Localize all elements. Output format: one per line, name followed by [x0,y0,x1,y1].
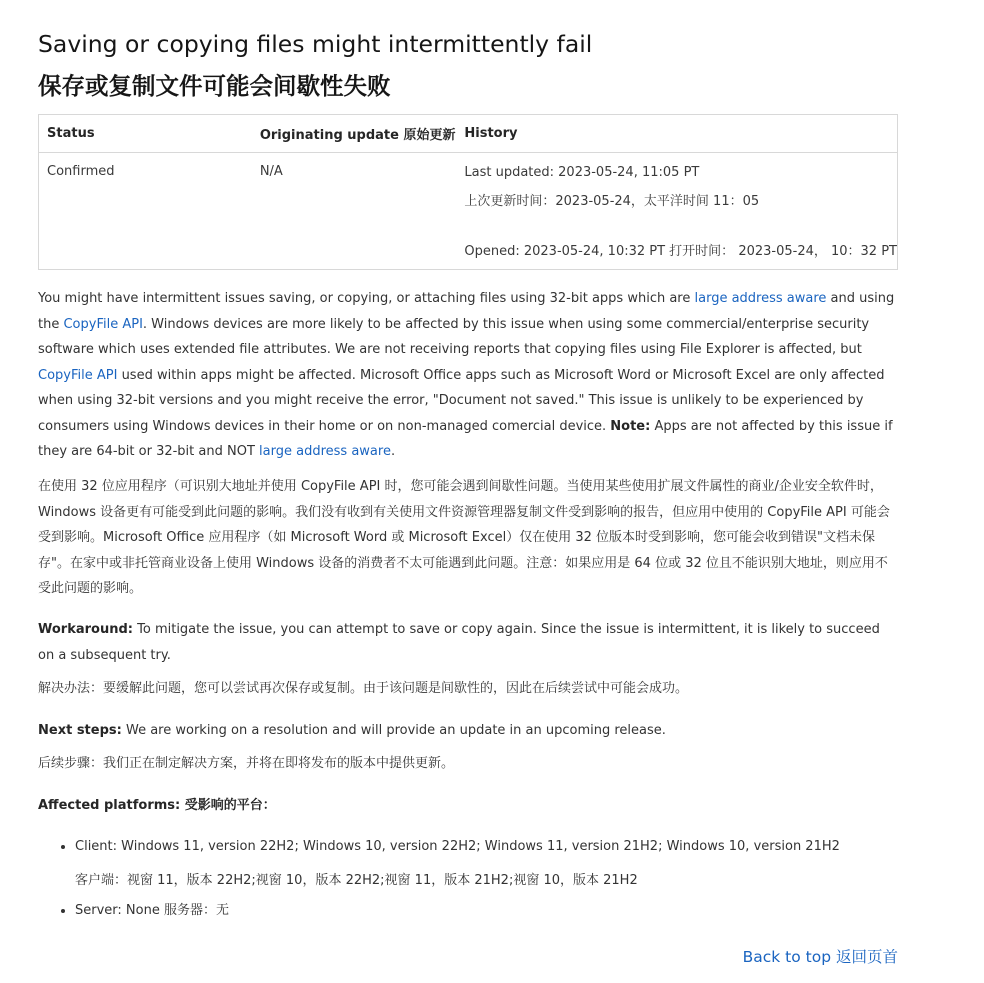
header-history: History [456,115,897,153]
status-table [38,114,898,270]
table-row [39,153,898,270]
next-steps-label: Next steps: [38,723,122,738]
list-item [75,832,898,896]
description-paragraph-zh: 在使用 32 位应用程序（可识别大地址并使用 CopyFile API 时，您可能会遇到间歇性问题。当使用某些使用扩展文件属性的商业/企业安全软件时，Windows 设备更有可能受到此问题的影响。我们没有收到有关使用文件资源管理器复制文件受到影响的报告，但应用中使用的 CopyFile API 可能会受到影响。Microsoft Office 应用程序（如 Microsoft Word 或 Microsoft Excel）仅在使用 32 位版本时受到影响，您可能会收到错误"文档未保存"。在家中或非托管商业设备上使用 Windows 设备的消费者不太可能遇到此问题。注意：如果应用是 64 位或 32 位且不能识别大地址，则应用不受此问题的影响。 [38,479,890,596]
header-status: Status [39,115,252,153]
note-label: Note: [610,418,651,434]
history-last-updated: Last updated: 2023-05-24, 11:05 PT [464,165,700,180]
affected-platforms-label: Affected platforms: 受影响的平台： [38,798,276,813]
client-platforms-zh: 客户端：视窗 11，版本 22H2;视窗 10，版本 22H2;视窗 11，版本 21H2;视窗 10，版本 21H2 [75,873,638,888]
workaround-paragraph-zh: 解决办法：要缓解此问题，您可以尝试再次保存或复制。由于该问题是间歇性的，因此在后续尝试中可能会成功。 [38,681,689,696]
server-platforms: Server: None 服务器：无 [75,903,229,918]
large-address-aware-link-2[interactable]: large address aware [259,444,391,459]
originating-update-value: N/A [259,164,283,179]
workaround-label: Workaround: [38,622,133,637]
next-steps-paragraph-zh: 后续步骤：我们正在制定解决方案，并将在即将发布的版本中提供更新。 [38,756,455,771]
history-opened: Opened: 2023-05-24, 10:32 PT 打开时间： 2023-05-24， 10：32 PT [464,244,897,259]
list-item [75,896,898,926]
workaround-paragraph: Workaround: To mitigate the issue, you can attempt to save or copy again. Since the issue is intermittent, it is likely to succeed on a subsequent try. [38,622,880,663]
history-last-updated-zh: 上次更新时间：2023-05-24，太平洋时间 11：05 [464,194,760,209]
client-platforms: Client: Windows 11, version 22H2; Windows 10, version 22H2; Windows 11, version 21H2; Windows 10, version 21H2 [75,839,840,854]
page-title-zh: 保存或复制文件可能会间歇性失败 [38,72,391,100]
copyfile-api-link[interactable]: CopyFile API [63,316,143,332]
back-to-top-link[interactable]: Back to top 返回页首 [742,948,898,966]
page-title: Saving or copying files might intermittently fail [38,30,593,58]
large-address-aware-link[interactable]: large address aware [694,291,827,306]
table-header-row [39,115,898,153]
header-originating-update: Originating update 原始更新 [252,115,457,153]
next-steps-paragraph: Next steps: We are working on a resolution and will provide an update in an upcoming release. [38,723,666,738]
copyfile-api-link-2[interactable]: CopyFile API [38,367,118,383]
affected-platforms-list [38,832,898,926]
status-value: Confirmed [47,164,115,179]
history-cell [456,153,897,270]
description-paragraph: You might have intermittent issues saving, or copying, or attaching files using 32-bit apps which are large address aware and using the CopyFile API. Windows devices are more likely to be affected by this issue when using some commercial/enterprise security software which uses extended file attributes. We are not receiving reports that copying files using File Explorer is affected, but CopyFile API used within apps might be affected. Microsoft Office apps such as Microsoft Word or Microsoft Excel are only affected when using 32-bit versions and you might receive the error, "Document not saved." This issue is unlikely to be experienced by consumers using Windows devices in their home or on non-managed comercial device. Note: Apps are not affected by this issue if they are 64-bit or 32-bit and NOT large address aware. [38,291,895,459]
